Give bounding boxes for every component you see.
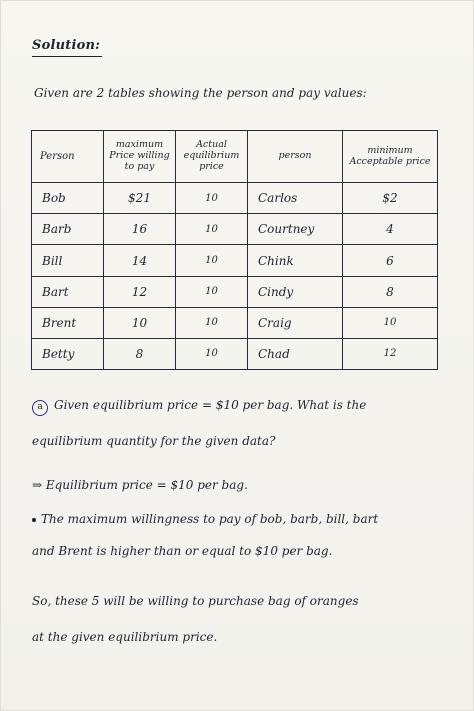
max-price: 16 (104, 214, 176, 245)
header-seller-person: person (248, 131, 343, 183)
seller-name: Carlos (248, 183, 343, 214)
header-min-price: minimum Acceptable price (343, 131, 438, 183)
header-actual-price: Actual equilibrium price (176, 131, 248, 183)
answer-line-2 (32, 512, 452, 526)
answer-text-2: The maximum willingness to pay of bob, barb, bill, bart (41, 512, 379, 526)
min-price: 8 (343, 276, 438, 307)
answer-line-5: at the given equilibrium price. (32, 630, 218, 644)
min-price: 6 (343, 245, 438, 276)
solution-heading: Solution: (32, 38, 101, 53)
actual-price: 10 (176, 307, 248, 338)
max-price: $21 (104, 183, 176, 214)
max-price: 10 (104, 307, 176, 338)
question-text-1: Given equilibrium price = $10 per bag. What is the (54, 398, 367, 412)
table-row (32, 245, 438, 276)
actual-price: 10 (176, 338, 248, 369)
seller-name: Craig (248, 307, 343, 338)
min-price: 12 (343, 338, 438, 369)
answer-line-1: ⇒ Equilibrium price = $10 per bag. (32, 478, 248, 492)
max-price: 12 (104, 276, 176, 307)
table-row (32, 307, 438, 338)
intro-text: Given are 2 tables showing the person and pay values: (34, 86, 367, 100)
heading-underline (32, 56, 102, 57)
header-person: Person (32, 131, 104, 183)
actual-price: 10 (176, 214, 248, 245)
question-line-1 (32, 398, 452, 416)
buyer-name: Bill (32, 245, 104, 276)
buyer-name: Barb (32, 214, 104, 245)
part-a-marker: a (32, 400, 48, 416)
question-line-2: equilibrium quantity for the given data? (32, 434, 276, 448)
buyer-name: Bart (32, 276, 104, 307)
table-row (32, 276, 438, 307)
seller-name: Chink (248, 245, 343, 276)
person-pay-table (31, 130, 438, 370)
buyer-name: Brent (32, 307, 104, 338)
answer-line-3: and Brent is higher than or equal to $10 per bag. (32, 544, 333, 558)
seller-name: Courtney (248, 214, 343, 245)
max-price: 8 (104, 338, 176, 369)
header-max-price: maximum Price willing to pay (104, 131, 176, 183)
actual-price: 10 (176, 276, 248, 307)
bullet-dot (32, 518, 36, 522)
table-row (32, 183, 438, 214)
table-row (32, 214, 438, 245)
buyer-name: Bob (32, 183, 104, 214)
actual-price: 10 (176, 245, 248, 276)
table-row (32, 338, 438, 369)
min-price: 10 (343, 307, 438, 338)
actual-price: 10 (176, 183, 248, 214)
min-price: $2 (343, 183, 438, 214)
min-price: 4 (343, 214, 438, 245)
answer-line-4: So, these 5 will be willing to purchase bag of oranges (32, 594, 359, 608)
table-header-row (32, 131, 438, 183)
seller-name: Chad (248, 338, 343, 369)
max-price: 14 (104, 245, 176, 276)
seller-name: Cindy (248, 276, 343, 307)
buyer-name: Betty (32, 338, 104, 369)
